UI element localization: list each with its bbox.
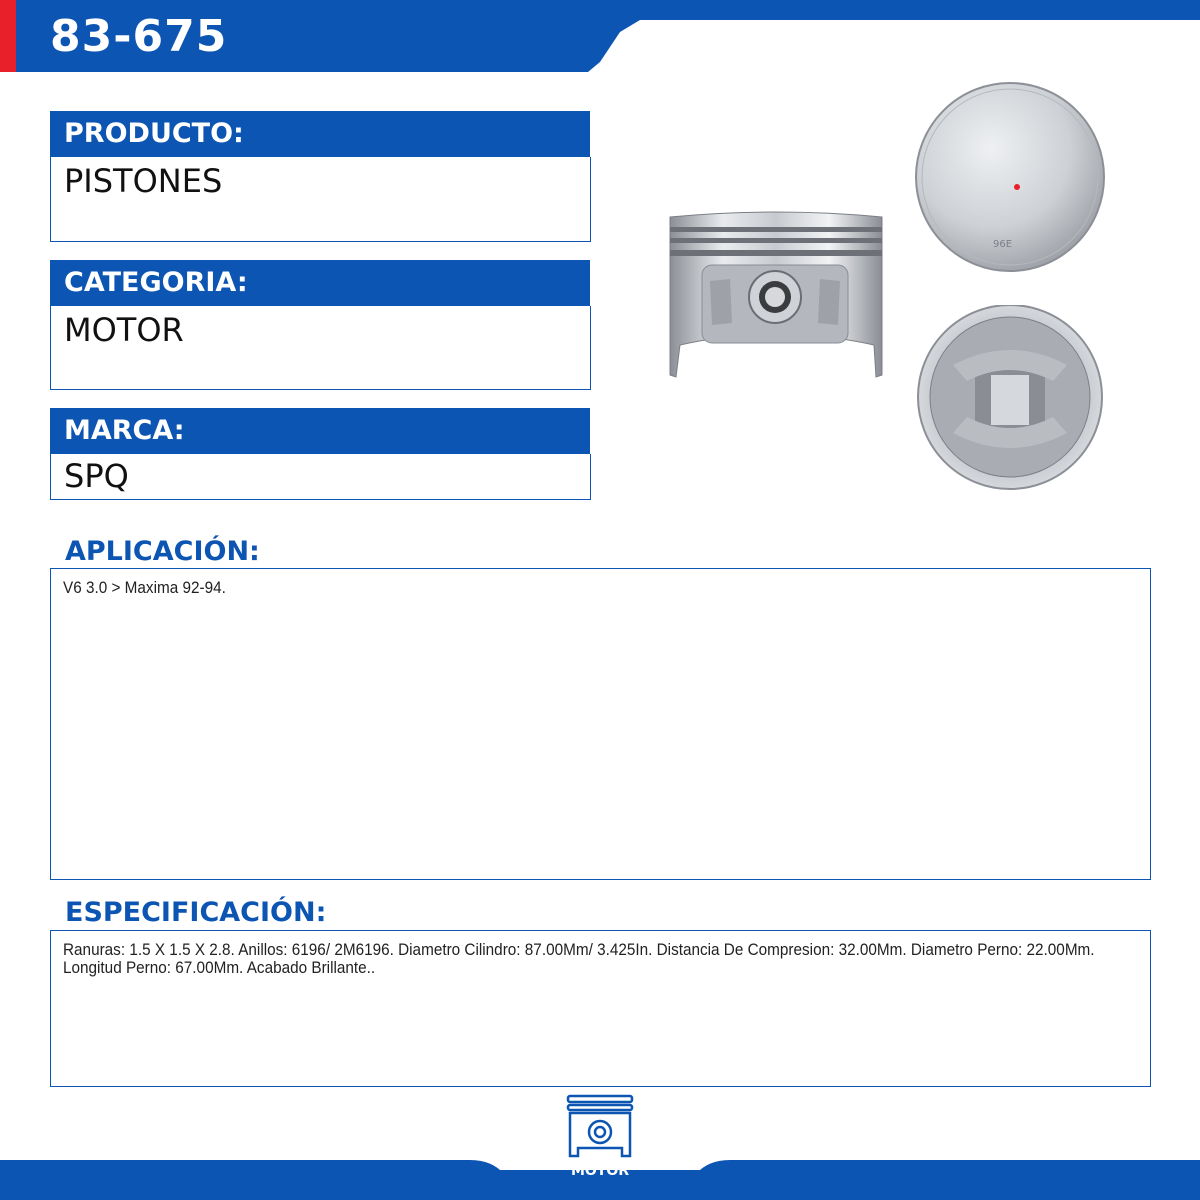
marca-label: MARCA:: [50, 408, 590, 454]
producto-label: PRODUCTO:: [50, 111, 590, 157]
categoria-value: MOTOR: [50, 306, 591, 390]
especificacion-text: Ranuras: 1.5 X 1.5 X 2.8. Anillos: 6196/ 2M6196. Diametro Cilindro: 87.00Mm/ 3.425In. Distancia De Compresion: 32.00Mm. Diametro Perno: 22.00Mm. Longitud Perno: 67.00Mm. Acabado Brillante..: [63, 940, 1095, 977]
aplicacion-title: APLICACIÓN:: [65, 536, 260, 567]
especificacion-box: [50, 930, 1151, 1087]
especificacion-title: ESPECIFICACIÓN:: [65, 897, 327, 928]
categoria-label: CATEGORIA:: [50, 260, 590, 306]
aplicacion-box: [50, 568, 1151, 880]
piston-bottom-photo: [913, 305, 1108, 500]
piston-side-photo: [662, 205, 892, 380]
product-sku: 83-675: [50, 11, 228, 62]
marca-value: SPQ: [50, 454, 591, 500]
header-red-stripe: [0, 0, 16, 72]
aplicacion-text: V6 3.0 > Maxima 92-94.: [63, 578, 226, 597]
engine-piston-icon: [564, 1092, 636, 1158]
piston-top-photo: [913, 80, 1108, 275]
producto-value: PISTONES: [50, 157, 591, 242]
crown-marking: 96E: [993, 239, 1013, 250]
footer-category-label: MOTOR: [570, 1163, 630, 1179]
